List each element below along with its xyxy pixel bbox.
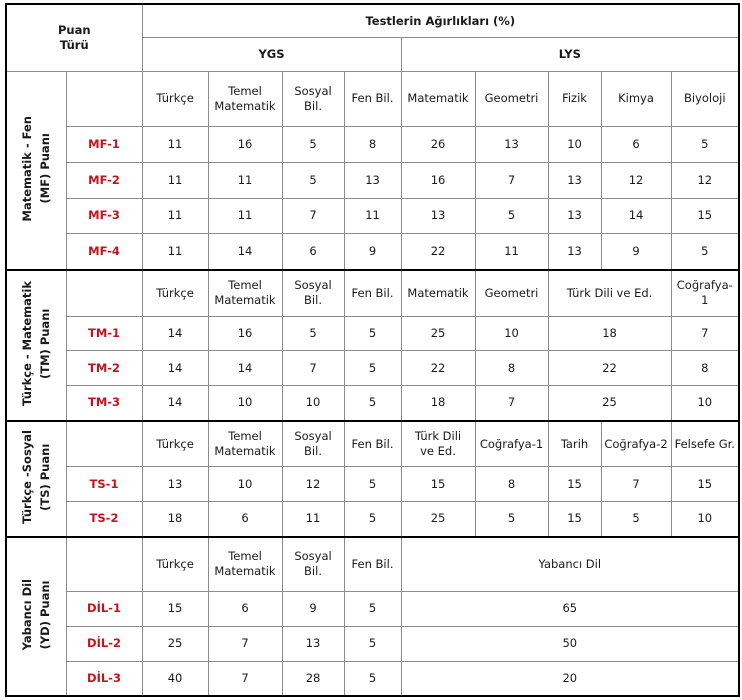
cell: 11 <box>142 198 208 234</box>
cell: 22 <box>401 351 475 386</box>
cell: 65 <box>401 591 739 626</box>
row-name: DİL-3 <box>66 661 142 696</box>
cell: 6 <box>208 502 282 537</box>
cell: 11 <box>142 126 208 162</box>
cell: 7 <box>208 626 282 661</box>
cell: 13 <box>282 626 344 661</box>
puan-turu-header: Puan Türü <box>6 4 142 72</box>
table-title: Testlerin Ağırlıkları (%) <box>142 4 739 38</box>
cell: 28 <box>282 661 344 696</box>
lys-col: Matematik <box>401 270 475 316</box>
table-row <box>6 162 739 198</box>
cell: 26 <box>401 126 475 162</box>
cell: 40 <box>142 661 208 696</box>
lys-col: Coğrafya-1 <box>671 270 739 316</box>
cell: 15 <box>548 502 601 537</box>
cell: 13 <box>548 234 601 270</box>
cell: 6 <box>208 591 282 626</box>
cell: 15 <box>671 467 739 502</box>
cell: 5 <box>344 467 401 502</box>
cell: 5 <box>601 502 671 537</box>
cell: 15 <box>142 591 208 626</box>
row-name: DİL-2 <box>66 626 142 661</box>
empty-cell <box>66 421 142 467</box>
header-row-title <box>6 4 739 38</box>
ygs-col-turkce: Türkçe <box>142 537 208 592</box>
table-row <box>6 502 739 537</box>
cell: 14 <box>142 351 208 386</box>
cell: 10 <box>548 126 601 162</box>
cell: 13 <box>548 162 601 198</box>
tm-subheader-row <box>6 270 739 316</box>
table-row <box>6 316 739 351</box>
cell: 14 <box>208 351 282 386</box>
lys-col: Kimya <box>601 72 671 127</box>
cell: 12 <box>282 467 344 502</box>
table-row <box>6 198 739 234</box>
lys-col: Türk Dili ve Ed. <box>401 421 475 467</box>
cell: 8 <box>344 126 401 162</box>
cell: 16 <box>208 126 282 162</box>
ygs-col-fen: Fen Bil. <box>344 72 401 127</box>
cell: 7 <box>475 162 548 198</box>
cell: 7 <box>282 198 344 234</box>
ygs-col-sosyal: Sosyal Bil. <box>282 537 344 592</box>
ygs-col-fen: Fen Bil. <box>344 421 401 467</box>
cell: 5 <box>475 502 548 537</box>
cell: 8 <box>475 351 548 386</box>
cell: 5 <box>282 162 344 198</box>
cell: 15 <box>671 198 739 234</box>
table-row <box>6 661 739 696</box>
table-row <box>6 386 739 421</box>
cell: 5 <box>475 198 548 234</box>
cell: 12 <box>601 162 671 198</box>
table-row <box>6 467 739 502</box>
cell: 7 <box>475 386 548 421</box>
cell: 11 <box>142 234 208 270</box>
cell: 18 <box>548 316 671 351</box>
cell: 5 <box>282 126 344 162</box>
cell: 10 <box>282 386 344 421</box>
cell: 14 <box>601 198 671 234</box>
cell: 5 <box>344 351 401 386</box>
cell: 50 <box>401 626 739 661</box>
cell: 11 <box>142 162 208 198</box>
cell: 8 <box>475 467 548 502</box>
cell: 11 <box>475 234 548 270</box>
score-weights-table <box>5 3 740 697</box>
cell: 25 <box>142 626 208 661</box>
lys-col: Matematik <box>401 72 475 127</box>
cell: 13 <box>548 198 601 234</box>
row-name: TS-1 <box>66 467 142 502</box>
ygs-col-sosyal: Sosyal Bil. <box>282 421 344 467</box>
row-name: TM-2 <box>66 351 142 386</box>
cell: 5 <box>671 234 739 270</box>
ygs-col-turkce: Türkçe <box>142 72 208 127</box>
row-name: TS-2 <box>66 502 142 537</box>
mf-subheader-row <box>6 72 739 127</box>
table-row <box>6 351 739 386</box>
cell: 5 <box>344 316 401 351</box>
cell: 25 <box>401 502 475 537</box>
cell: 12 <box>671 162 739 198</box>
table-row <box>6 626 739 661</box>
cell: 18 <box>142 502 208 537</box>
cell: 16 <box>208 316 282 351</box>
table-row <box>6 234 739 270</box>
cell: 10 <box>671 386 739 421</box>
yd-group-label: Yabancı Dil (YD) Puanı <box>6 537 66 696</box>
cell: 5 <box>344 502 401 537</box>
cell: 5 <box>344 591 401 626</box>
cell: 10 <box>208 467 282 502</box>
cell: 9 <box>282 591 344 626</box>
row-name: DİL-1 <box>66 591 142 626</box>
cell: 7 <box>282 351 344 386</box>
lys-col: Coğrafya-2 <box>601 421 671 467</box>
lys-col: Felsefe Gr. <box>671 421 739 467</box>
ygs-col-temel-matematik: Temel Matematik <box>208 537 282 592</box>
cell: 5 <box>344 661 401 696</box>
cell: 20 <box>401 661 739 696</box>
ts-subheader-row <box>6 421 739 467</box>
cell: 13 <box>344 162 401 198</box>
cell: 10 <box>671 502 739 537</box>
cell: 6 <box>601 126 671 162</box>
cell: 22 <box>401 234 475 270</box>
empty-cell <box>66 72 142 127</box>
cell: 25 <box>401 316 475 351</box>
lys-col: Türk Dili ve Ed. <box>548 270 671 316</box>
row-name: MF-4 <box>66 234 142 270</box>
lys-col-yabanci-dil: Yabancı Dil <box>401 537 739 592</box>
lys-col: Geometri <box>475 72 548 127</box>
lys-col: Biyoloji <box>671 72 739 127</box>
cell: 7 <box>671 316 739 351</box>
cell: 14 <box>142 316 208 351</box>
lys-col: Coğrafya-1 <box>475 421 548 467</box>
cell: 8 <box>671 351 739 386</box>
ts-group-label: Türkçe -Sosyal (TS) Puanı <box>6 421 66 537</box>
ygs-col-turkce: Türkçe <box>142 270 208 316</box>
cell: 10 <box>208 386 282 421</box>
cell: 11 <box>282 502 344 537</box>
mf-group-label: Matematik - Fen (MF) Puanı <box>6 72 66 270</box>
cell: 9 <box>601 234 671 270</box>
cell: 22 <box>548 351 671 386</box>
ygs-header: YGS <box>142 38 401 72</box>
ygs-col-sosyal: Sosyal Bil. <box>282 72 344 127</box>
ygs-col-sosyal: Sosyal Bil. <box>282 270 344 316</box>
ygs-col-temel-matematik: Temel Matematik <box>208 421 282 467</box>
ygs-col-fen: Fen Bil. <box>344 537 401 592</box>
ygs-col-temel-matematik: Temel Matematik <box>208 270 282 316</box>
row-name: TM-3 <box>66 386 142 421</box>
ygs-col-turkce: Türkçe <box>142 421 208 467</box>
empty-cell <box>66 270 142 316</box>
table-row <box>6 126 739 162</box>
tm-group-label: Türkçe - Matematik (TM) Puanı <box>6 270 66 421</box>
row-name: MF-1 <box>66 126 142 162</box>
table-row <box>6 591 739 626</box>
cell: 11 <box>208 162 282 198</box>
lys-header: LYS <box>401 38 739 72</box>
cell: 9 <box>344 234 401 270</box>
cell: 6 <box>282 234 344 270</box>
cell: 13 <box>475 126 548 162</box>
row-name: MF-2 <box>66 162 142 198</box>
cell: 14 <box>142 386 208 421</box>
cell: 5 <box>282 316 344 351</box>
cell: 7 <box>208 661 282 696</box>
cell: 13 <box>401 198 475 234</box>
ygs-col-temel-matematik: Temel Matematik <box>208 72 282 127</box>
row-name: MF-3 <box>66 198 142 234</box>
cell: 25 <box>548 386 671 421</box>
ygs-col-fen: Fen Bil. <box>344 270 401 316</box>
cell: 10 <box>475 316 548 351</box>
cell: 5 <box>344 386 401 421</box>
cell: 18 <box>401 386 475 421</box>
yd-subheader-row <box>6 537 739 592</box>
lys-col: Tarih <box>548 421 601 467</box>
cell: 15 <box>401 467 475 502</box>
cell: 15 <box>548 467 601 502</box>
cell: 11 <box>208 198 282 234</box>
cell: 5 <box>344 626 401 661</box>
cell: 14 <box>208 234 282 270</box>
cell: 5 <box>671 126 739 162</box>
empty-cell <box>66 537 142 592</box>
cell: 7 <box>601 467 671 502</box>
cell: 16 <box>401 162 475 198</box>
cell: 13 <box>142 467 208 502</box>
row-name: TM-1 <box>66 316 142 351</box>
cell: 11 <box>344 198 401 234</box>
lys-col: Geometri <box>475 270 548 316</box>
lys-col: Fizik <box>548 72 601 127</box>
